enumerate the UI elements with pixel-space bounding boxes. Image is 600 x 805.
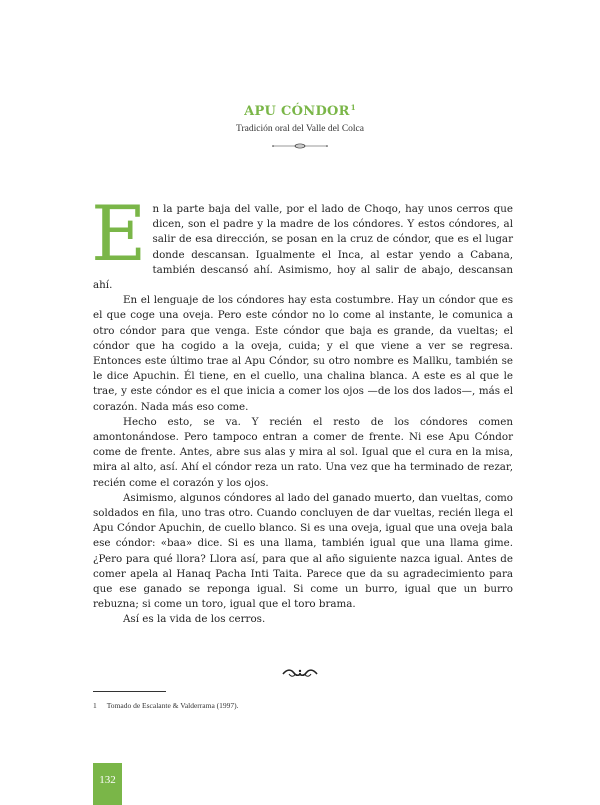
- page-number: 132: [99, 774, 116, 786]
- footnote-reference: 1: [350, 103, 356, 112]
- end-ornament: [281, 668, 319, 678]
- paragraph-2: En el lenguaje de los cóndores hay esta costumbre. Hay un cóndor que es el que coge una oveja. Pero este cóndor no lo come al instante, le comunica a otro cóndor para que venga. Este cóndor que baja es grande, da vueltas; el cóndor que ha cogido a la oveja, cuida; y el que viene a ver se regresa. Entonces este último trae al Apu Cóndor, su otro nombre es Mallku, también se le dice Apuchin. Él tiene, en el cuello, una chalina blanca. A este es al que le trae, y este cóndor es el que inicia a comer los ojos —de los dos lados—, más el corazón. Nada más eso come.: [93, 294, 513, 413]
- paragraph-4: Asimismo, algunos cóndores al lado del ganado muerto, dan vueltas, como soldados en fila, uno tras otro. Cuando concluyen de dar vueltas, recién llega el Apu Cóndor Apuchin, de cuello blanco. Si es una oveja, igual que una oveja bala ese cóndor: «baa» dice. Si es una llama, también igual que una llama gime. ¿Pero para qué llora? Llora así, para que al año siguiente nazca igual. Antes de comer apela al Hanaq Pacha Inti Taita. Parece que da su agradecimiento para que ese ganado se reponga igual. Si come un burro, igual que un burro rebuzna; si come un toro, igual que el toro brama.: [93, 491, 513, 611]
- story-text: [91, 189, 513, 628]
- page-title: APU CÓNDOR$^1$: [244, 103, 356, 119]
- title-divider-ornament: [270, 142, 330, 150]
- footnote-text: Tomado de Escalante & Valderrama (1997).: [106, 701, 239, 710]
- footnote: [93, 701, 513, 710]
- page-subtitle: Tradición oral del Valle del Colca: [236, 124, 364, 134]
- footnote-number: 1: [93, 701, 97, 710]
- paragraph-3: Hecho esto, se va. Y recién el resto de los cóndores comen amontonándose. Pero tampoco entran a comer de frente. Ni ese Apu Cóndor come de frente. Antes, abre sus alas y mira al sol. Igual que el cura en la misa, mira al alto, así. Ahí el cóndor reza un rato. Una vez que ha terminado de rezar, recién come el corazón y los ojos.: [93, 415, 513, 489]
- drop-cap: E: [91, 189, 147, 278]
- paragraph-1: En la parte baja del valle, por el lado de Choqo, hay unos cerros que dicen, son el padre y la madre de los cóndores. Y estos cóndores, al salir de esa dirección, se posan en la cruz de cóndor, que es el lugar donde descansan. Igualmente el Inca, al estar yendo a Cabana, también descansó ahí. Asimismo, hoy al salir de abajo, descansan ahí.: [91, 189, 513, 292]
- footnote-rule: [93, 691, 166, 692]
- paragraph-5: Así es la vida de los cerros.: [123, 613, 266, 626]
- page-number-badge: [93, 763, 122, 805]
